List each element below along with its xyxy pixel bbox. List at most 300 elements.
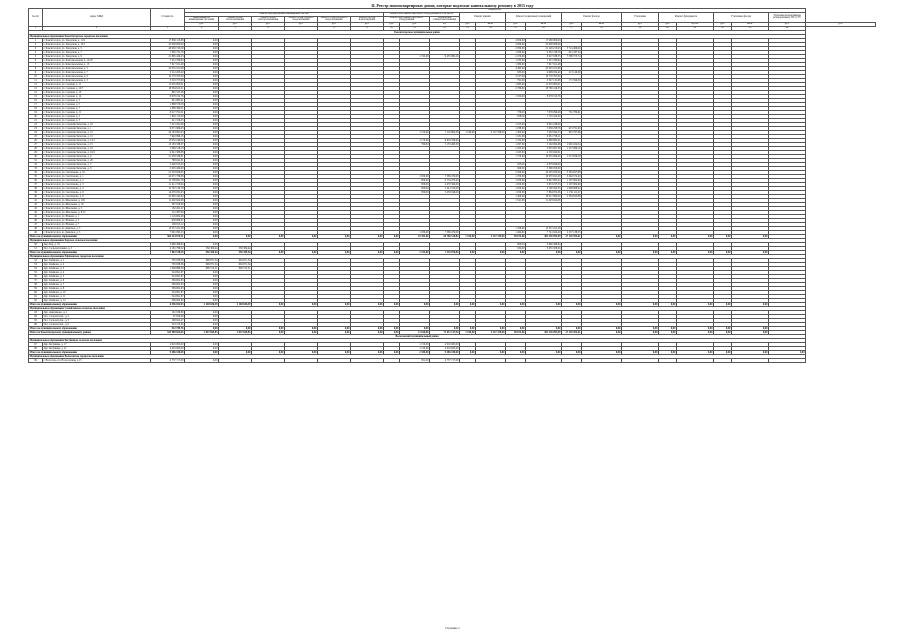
- row-value: 0,00: [185, 138, 219, 142]
- mo-total-value: 0,00: [219, 350, 252, 354]
- row-address: г. Бокситогорск, ул. Комсомольская, д. 5: [43, 66, 151, 70]
- row-value: 1 050,00: [400, 174, 430, 178]
- row-number: 44: [29, 210, 43, 214]
- row-value: 1 038,00: [506, 126, 526, 130]
- district-total-value: 0,00: [677, 330, 714, 334]
- row-number: 23: [29, 126, 43, 130]
- row-value: 7 076 099,48: [526, 110, 562, 114]
- row-value: 0,00: [185, 98, 219, 102]
- header-heat: Ремонт сетей теплоснабжения: [219, 16, 252, 23]
- row-value: 0,00: [185, 346, 219, 350]
- row-value: 1 500,00: [506, 94, 526, 98]
- row-value: 730,00: [506, 110, 526, 114]
- mo-total-value: 0,00: [252, 326, 285, 330]
- row-value: 0,00: [185, 142, 219, 146]
- unit-cell: руб.: [622, 23, 659, 27]
- mo-total-value: 2 168 656,59: [219, 302, 252, 306]
- row-number: 56: [29, 274, 43, 278]
- mo-total-value: 0,00: [219, 326, 252, 330]
- row-number: 17: [29, 102, 43, 106]
- column-number: 1: [29, 26, 43, 30]
- mo-total-value: 0,00: [219, 234, 252, 238]
- row-value: 413 701,00: [562, 126, 582, 130]
- row-cost: 4 737 717,00: [151, 358, 185, 362]
- row-value: 2 509,00: [506, 170, 526, 174]
- table-row: [29, 358, 876, 362]
- row-address: г. Бокситогорск, ул. Социалистическая, д. 14/1: [43, 138, 151, 142]
- mo-total-value: 0,00: [476, 326, 506, 330]
- row-value: 6 361 748,78: [526, 50, 562, 54]
- mo-total-value: 0,00: [582, 234, 622, 238]
- row-cost: 7 669 518,53: [151, 146, 185, 150]
- row-address: г. Бокситогорск, ул. Заводская, д. 11/2: [43, 38, 151, 42]
- row-cost: 7 991 095,25: [151, 230, 185, 234]
- district-total-value: 0,00: [622, 330, 659, 334]
- mo-total-value: 0,00: [562, 326, 582, 330]
- row-value: 4 790 593,35: [526, 186, 562, 190]
- mo-total-cost: 6 556 822,93: [151, 302, 185, 306]
- row-value: 0,00: [185, 194, 219, 198]
- row-cost: 524 691,87: [151, 290, 185, 294]
- mo-total-value: 0,00: [252, 234, 285, 238]
- row-value: 1 725 522,40: [526, 114, 562, 118]
- district-total-cost: 523 589 822,65: [151, 330, 185, 334]
- row-value: 1 985,00: [506, 82, 526, 86]
- row-number: 25: [29, 134, 43, 138]
- row-value: 19 770 767,00: [526, 74, 562, 78]
- mo-total-value: 0,00: [677, 302, 714, 306]
- row-value: 0,00: [185, 274, 219, 278]
- row-cost: 658 986,47: [151, 218, 185, 222]
- mo-total-value: 10 392,00: [400, 234, 430, 238]
- row-value: 5 441 195,00: [430, 186, 460, 190]
- row-cost: 182 261,47: [151, 206, 185, 210]
- mo-total-value: 0,00: [582, 350, 622, 354]
- row-value: 806 513,51: [185, 266, 219, 270]
- row-value: 1 159 111,27: [562, 190, 582, 194]
- row-cost: 4 916 065,00: [151, 346, 185, 350]
- document-title: II. Реестр многоквартирных домов, которые подлежат капитальному ремонту в 2015 году: [371, 3, 534, 8]
- row-value: 3 714 400,00: [562, 46, 582, 50]
- mo-total-value: 0,00: [351, 250, 384, 254]
- row-number: 4: [29, 50, 43, 54]
- row-value: 0,00: [185, 62, 219, 66]
- row-address: г. Бокситогорск, ул. Социалистическая, д. 13: [43, 134, 151, 138]
- header-roof: Ремонт крыши: [460, 12, 506, 22]
- row-cost: 168 622,47: [151, 318, 185, 322]
- row-address: г. Бокситогорск, ул. Светланова, д. 3: [43, 182, 151, 186]
- unit-cell: кв.м.: [732, 23, 769, 27]
- mo-total-value: 0,00: [430, 302, 460, 306]
- row-value: 850,00: [400, 190, 430, 194]
- row-value: 850,00: [400, 186, 430, 190]
- mo-total-cost: 942 789,76: [151, 326, 185, 330]
- row-value: 7 116 984,38: [430, 130, 460, 134]
- column-number: 4: [185, 26, 219, 30]
- mo-total-value: 0,00: [622, 234, 659, 238]
- row-value: [460, 358, 476, 362]
- row-value: 806 513,51: [219, 266, 252, 270]
- row-value: 4 493,00: [506, 66, 526, 70]
- unit-cell: ед.: [430, 23, 460, 27]
- row-number: 41: [29, 198, 43, 202]
- row-cost: 18 584 615,51: [151, 86, 185, 90]
- header-sewer: Ремонт систем водоотведения: [351, 16, 384, 23]
- row-number: 45: [29, 214, 43, 218]
- row-address: г. Бокситогорск, ул. Светланова, д. 9: [43, 194, 151, 198]
- row-value: 2 830,00: [506, 46, 526, 50]
- mo-total-cost: 7 862 158,36: [151, 250, 185, 254]
- row-value: 25 000 000,00: [526, 42, 562, 46]
- row-value: 0,00: [185, 114, 219, 118]
- mo-total-cost: 9 486 180,00: [151, 350, 185, 354]
- row-value: 1 165,00: [506, 150, 526, 154]
- row-address: г. Бокситогорск, ул. Комсомольская, д. 9: [43, 74, 151, 78]
- row-cost: 25 055 101,68: [151, 66, 185, 70]
- mo-total-value: 0,00: [582, 250, 622, 254]
- row-address: Дер. Бегуницы, д. 21: [43, 346, 151, 350]
- column-number: 2: [43, 26, 151, 30]
- row-cost: 367 818,09: [151, 202, 185, 206]
- row-cost: 21 865 429,23: [151, 54, 185, 58]
- row-cost: 5 005 400,00: [151, 166, 185, 170]
- mo-total-label: Итого по муниципальному образованию: [29, 302, 151, 306]
- row-value: 1 532,00: [506, 138, 526, 142]
- row-value: 0,00: [185, 118, 219, 122]
- column-number: 6: [252, 26, 285, 30]
- row-value: 1 203,00: [506, 146, 526, 150]
- mo-total-value: 0,00: [659, 302, 677, 306]
- row-number: 15: [29, 94, 43, 98]
- row-address: г. Бокситогорск, ул. Садовая, д. 3: [43, 98, 151, 102]
- row-value: 17 000 000,00: [526, 38, 562, 42]
- unit-cell: руб.: [285, 23, 318, 27]
- row-address: г. Бокситогорск, ул. Светланова, д. 8: [43, 190, 151, 194]
- row-value: 1 181,00: [506, 134, 526, 138]
- row-number: 59: [29, 286, 43, 290]
- row-value: [526, 358, 562, 362]
- row-value: 1 257 986,10: [562, 146, 582, 150]
- row-cost: 3 680 368,84: [151, 242, 185, 246]
- row-value: 10 970 021,00: [526, 174, 562, 178]
- row-value: 0,00: [185, 110, 219, 114]
- row-number: 37: [29, 182, 43, 186]
- header-foundation: Ремонт фундамента: [659, 12, 714, 22]
- row-value: 1 750,00: [506, 154, 526, 158]
- row-cost: 524 691,87: [151, 270, 185, 274]
- mo-total-value: 0,00: [659, 234, 677, 238]
- row-value: 6 661 248,00: [526, 122, 562, 126]
- row-number: 31: [29, 158, 43, 162]
- mo-total-value: 0,00: [460, 302, 476, 306]
- mo-heading-label: Муниципальное образование Бегуницкое сельское поселение: [29, 338, 806, 342]
- row-cost: 19 770 767,00: [151, 74, 185, 78]
- row-value: 0,00: [185, 122, 219, 126]
- mo-total-value: 0,00: [714, 326, 732, 330]
- mo-total-value: 0,00: [677, 234, 714, 238]
- row-value: 0,00: [185, 74, 219, 78]
- mo-total-value: 0,00: [526, 326, 562, 330]
- row-cost: 161 036,80: [151, 310, 185, 314]
- row-address: г. Бокситогорск, ул. Садовая, д. 13: [43, 90, 151, 94]
- district-total-value: 0,00: [659, 330, 677, 334]
- row-value: 4 916 065,00: [430, 342, 460, 346]
- row-value: 0,00: [185, 198, 219, 202]
- column-number: 7: [285, 26, 318, 30]
- row-value: 5 653 257,53: [526, 182, 562, 186]
- row-cost: 1 116 682,48: [151, 214, 185, 218]
- row-number: 64: [29, 314, 43, 318]
- mo-total-value: 27 120 954,61: [562, 234, 582, 238]
- district-heading-label: Бокситогорское муниципальное район: [29, 30, 806, 34]
- row-value: 0,00: [185, 298, 219, 302]
- row-value: 556 309,44: [219, 246, 252, 250]
- row-value: 1 742,00: [400, 54, 430, 58]
- row-value: 5 658 258,76: [526, 126, 562, 130]
- row-value: 0,00: [185, 282, 219, 286]
- row-address: Дер. Климово, д. 12: [43, 298, 151, 302]
- row-value: 6 819 356,64: [430, 138, 460, 142]
- mo-heading-label: Муниципальное образование Волосовское городское поселение: [29, 354, 806, 358]
- mo-total-value: 0,00: [732, 326, 769, 330]
- row-address: г. Бокситогорск, ул. Садовая, д. 12/7: [43, 86, 151, 90]
- row-cost: 4 181 789,52: [151, 246, 185, 250]
- row-address: г. Бокситогорск, ул. Заводская, д. 9: [43, 54, 151, 58]
- mo-total-value: 0,00: [677, 326, 714, 330]
- row-value: 19 035 090,00: [526, 154, 562, 158]
- mo-total-value: 0,00: [506, 350, 526, 354]
- row-value: 21 126 213,93: [526, 46, 562, 50]
- district-total-value: 11 626,00: [400, 330, 430, 334]
- mo-heading-label: Муниципальное образование Самойловское сельское поселение: [29, 306, 806, 310]
- mo-total-value: 0,00: [659, 326, 677, 330]
- mo-total-value: 556 309,44: [185, 250, 219, 254]
- row-value: 1 050,00: [506, 178, 526, 182]
- row-cost: 569 602,63: [151, 286, 185, 290]
- row-value: [677, 358, 714, 362]
- row-value: 609,00: [506, 166, 526, 170]
- row-number: 28: [29, 146, 43, 150]
- row-cost: 26 956 743,59: [151, 46, 185, 50]
- row-value: 0,00: [185, 46, 219, 50]
- mo-total-value: 556 309,44: [219, 250, 252, 254]
- row-value: 18 917 800,00: [526, 194, 562, 198]
- row-address: г. Бокситогорск, ул. Социалистическая, д. 12: [43, 130, 151, 134]
- row-number: 36: [29, 178, 43, 182]
- row-number: 32: [29, 162, 43, 166]
- row-value: 3 347 131,68: [526, 78, 562, 82]
- header-work-types: Виды работ: [185, 9, 806, 13]
- row-value: 600,00: [506, 242, 526, 246]
- row-value: 0,00: [185, 190, 219, 194]
- row-address: Дер. Анисимово, д. 2: [43, 310, 151, 314]
- row-value: 0,00: [185, 186, 219, 190]
- row-cost: 7 451 789,84: [151, 58, 185, 62]
- district-total-value: 27 120 954,61: [562, 330, 582, 334]
- row-number: 21: [29, 118, 43, 122]
- row-cost: 569 602,63: [151, 278, 185, 282]
- mo-total-value: 0,00: [476, 250, 506, 254]
- header-address: Адрес МКД: [43, 9, 151, 27]
- row-value: 1 150,00: [400, 342, 430, 346]
- row-address: г. Бокситогорск, ул. Комсомольская, д. 7: [43, 70, 151, 74]
- row-value: [622, 358, 659, 362]
- row-value: 791,00: [506, 78, 526, 82]
- row-value: 0,00: [185, 310, 219, 314]
- row-cost: 1 308 888,59: [151, 266, 185, 270]
- mo-total-value: 0,00: [400, 302, 430, 306]
- mo-total-value: 0,00: [582, 326, 622, 330]
- mo-total-value: 0,00: [318, 250, 351, 254]
- mo-total-value: 0,00: [430, 326, 460, 330]
- row-address: Пос. Сельхозтехн., д. 2: [43, 314, 151, 318]
- row-number: 33: [29, 166, 43, 170]
- row-address: г. Бокситогорск, ул. Садовая, д. 2: [43, 114, 151, 118]
- mo-total-value: 0,00: [677, 250, 714, 254]
- row-address: г. Бокситогорск, ул. Социалистическая, д. 1: [43, 126, 151, 130]
- row-address: г. Бокситогорск, ул. Социалистическая, д. 15: [43, 142, 151, 146]
- row-value: 0,00: [185, 126, 219, 130]
- row-address: Дер. Бегуницы, д. 17: [43, 342, 151, 346]
- row-value: 2 257 138,55: [562, 230, 582, 234]
- header-hot: Ремонт сетей горячего водоснабжения: [285, 16, 318, 23]
- page-footer: Страница 1: [445, 626, 460, 630]
- header-cold: Ремонт сетей холодного водоснабжения: [318, 16, 351, 23]
- mo-total-value: 0,00: [384, 302, 400, 306]
- row-number: 9: [29, 70, 43, 74]
- header-insulating: Утепление фасада: [714, 12, 769, 22]
- row-cost: 11 055 095,01: [151, 82, 185, 86]
- column-number: 21: [677, 26, 714, 30]
- row-value: 0,00: [185, 130, 219, 134]
- district-total-value: 0,00: [582, 330, 622, 334]
- row-number: 3: [29, 46, 43, 50]
- row-value: 7 864 874,36: [526, 190, 562, 194]
- mo-heading-label: Муниципальное образование Ефимовское городское поселение: [29, 254, 806, 258]
- row-value: 1 380,00: [506, 62, 526, 66]
- district-total-value: 58 674,00: [506, 330, 526, 334]
- row-cost: 795 938,36: [151, 262, 185, 266]
- row-address: г. Бокситогорск, ул. Комсомольская, д. 13: [43, 62, 151, 66]
- mo-total-value: 0,00: [351, 326, 384, 330]
- row-value: 0,00: [185, 102, 219, 106]
- row-value: 0,00: [185, 218, 219, 222]
- row-address: г. Бокситогорск, ул. Школьная, д. 16: [43, 202, 151, 206]
- row-number: 16: [29, 98, 43, 102]
- row-value: 1 902 224,34: [562, 142, 582, 146]
- district-total-value: 0,00: [732, 330, 769, 334]
- row-number: 58: [29, 282, 43, 286]
- row-value: 1 313 056,58: [562, 154, 582, 158]
- mo-total-value: 4 137 339,00: [476, 234, 506, 238]
- row-number: 68: [29, 346, 43, 350]
- row-value: 761 780,61: [562, 110, 582, 114]
- row-value: 0,00: [185, 222, 219, 226]
- row-value: 1 105,00: [506, 122, 526, 126]
- row-value: 0,00: [185, 134, 219, 138]
- row-value: 0,00: [185, 270, 219, 274]
- row-value: 0,00: [185, 286, 219, 290]
- row-cost: 3 516 727,98: [151, 78, 185, 82]
- mo-total-value: 0,00: [506, 250, 526, 254]
- row-value: 4 737 717,00: [430, 358, 460, 362]
- row-value: 0,00: [185, 202, 219, 206]
- row-number: 60: [29, 290, 43, 294]
- row-number: 14: [29, 90, 43, 94]
- row-value: 8 027 938,35: [526, 54, 562, 58]
- unit-cell: руб.: [384, 23, 400, 27]
- row-cost: 865 547,48: [151, 90, 185, 94]
- row-value: 0,00: [185, 78, 219, 82]
- row-address: г. Бокситогорск, ул. Садовая, д. 11: [43, 110, 151, 114]
- header-no: № п/п: [29, 9, 43, 27]
- mo-total-value: 0,00: [622, 302, 659, 306]
- row-value: 0,00: [185, 86, 219, 90]
- district-total-value: 0,00: [714, 330, 732, 334]
- row-value: 1 909 908,22: [562, 186, 582, 190]
- row-cost: 21 038 338,81: [151, 154, 185, 158]
- row-cost: 1 888 576,58: [151, 102, 185, 106]
- row-value: 0,00: [185, 210, 219, 214]
- header-meters: Выполнение по инженерным системам: [185, 16, 219, 23]
- row-address: г. Бокситогорск, ул. Садовая, д. 3: [43, 118, 151, 122]
- row-address: г. Бокситогорск, ул. Садовая, д. 11: [43, 82, 151, 86]
- district-total-value: 4 137 339,00: [476, 330, 506, 334]
- district-total-value: 0,00: [384, 330, 400, 334]
- row-value: 6 631 758,21: [526, 134, 562, 138]
- row-value: 7 589 470,00: [430, 230, 460, 234]
- unit-cell: кв.м.: [526, 23, 562, 27]
- row-value: 0,00: [185, 214, 219, 218]
- row-address: г. Бокситогорск, ул. Социалистическая, д. 7: [43, 162, 151, 166]
- row-value: 1 050,00: [506, 190, 526, 194]
- header-lift-repair: Ремонт или замена лифтового оборудования: [384, 16, 430, 23]
- row-number: 48: [29, 226, 43, 230]
- row-number: 49: [29, 230, 43, 234]
- row-address: г. Бокситогорск, ул. Южная, д. 1: [43, 214, 151, 218]
- row-value: 1 233,00: [506, 58, 526, 62]
- row-value: 2 384 923,88: [562, 194, 582, 198]
- row-number: 53: [29, 262, 43, 266]
- mo-total-value: 0,00: [622, 350, 659, 354]
- row-value: 4 860 682,41: [526, 138, 562, 142]
- row-number: 47: [29, 222, 43, 226]
- row-value: 1 297,00: [506, 142, 526, 146]
- row-number: 66: [29, 322, 43, 326]
- row-cost: 13 183 338,37: [151, 142, 185, 146]
- row-value: [582, 358, 622, 362]
- row-value: 1 409,00: [506, 194, 526, 198]
- row-cost: 7 465 731,78: [151, 50, 185, 54]
- mo-total-value: 0,00: [285, 326, 318, 330]
- row-value: 632,00: [506, 246, 526, 250]
- row-value: 13 557 221,28: [526, 226, 562, 230]
- row-address: г. Бокситогорск, ул. Садовая, д. 5: [43, 102, 151, 106]
- row-value: 0,00: [185, 314, 219, 318]
- column-number: 18: [582, 26, 622, 30]
- row-number: 7: [29, 62, 43, 66]
- mo-total-value: 0,00: [526, 302, 562, 306]
- mo-total-value: 0,00: [582, 302, 622, 306]
- column-number: 10: [384, 26, 400, 30]
- mo-total-value: 2 300,00: [400, 350, 430, 354]
- mo-total-value: 0,00: [714, 350, 732, 354]
- column-number: 17: [562, 26, 582, 30]
- mo-total-value: 1 234,00: [400, 250, 430, 254]
- row-value: 1 107 902,60: [562, 182, 582, 186]
- mo-total-value: 0,00: [285, 234, 318, 238]
- row-value: 3 304 927,88: [562, 170, 582, 174]
